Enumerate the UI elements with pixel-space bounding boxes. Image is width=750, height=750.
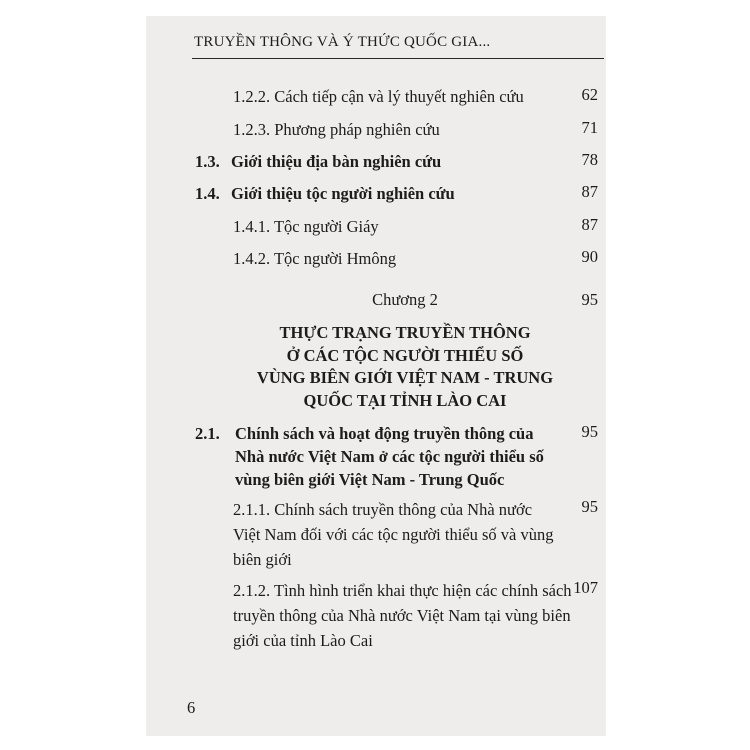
- toc-line: giới của tỉnh Lào Cai: [233, 631, 373, 650]
- chapter-title-line: Ở CÁC TỘC NGƯỜI THIỂU SỐ: [286, 345, 524, 365]
- toc-number-2-1: 2.1.: [195, 424, 220, 443]
- toc-entry-2-1-2: [233, 578, 572, 653]
- toc-page-1-4: 87: [581, 182, 598, 201]
- toc-line: 2.1.1. Chính sách truyền thông của Nhà nước: [233, 500, 533, 519]
- toc-number-1-3: 1.3.: [195, 152, 220, 171]
- toc-number-1-4: 1.4.: [195, 184, 220, 203]
- toc-page-1-4-2: 90: [581, 247, 598, 266]
- toc-entry-1-4-2: 1.4.2. Tộc người Hmông: [233, 249, 397, 268]
- toc-page-2-1: 95: [581, 422, 598, 441]
- chapter-title-line: THỰC TRẠNG TRUYỀN THÔNG: [279, 323, 531, 342]
- toc-line: vùng biên giới Việt Nam - Trung Quốc: [235, 470, 505, 489]
- chapter-title: [215, 322, 595, 412]
- toc-line: Nhà nước Việt Nam ở các tộc người thiểu số: [235, 447, 544, 466]
- toc-line: truyền thông của Nhà nước Việt Nam tại vùng biên: [233, 606, 571, 625]
- toc-entry-1-4: Giới thiệu tộc người nghiên cứu: [231, 184, 455, 203]
- header-rule: [192, 58, 604, 59]
- toc-entry-1-3: Giới thiệu địa bàn nghiên cứu: [231, 152, 442, 171]
- toc-page-1-2-3: 71: [581, 118, 598, 137]
- toc-line: 2.1.2. Tình hình triển khai thực hiện các chính sách: [233, 581, 572, 600]
- chapter-page: 95: [581, 290, 598, 309]
- toc-page-2-1-1: 95: [581, 497, 598, 516]
- toc-entry-1-2-2: 1.2.2. Cách tiếp cận và lý thuyết nghiên cứu: [233, 87, 524, 106]
- toc-page-2-1-2: 107: [573, 578, 598, 597]
- toc-page-1-2-2: 62: [581, 85, 598, 104]
- toc-line: Việt Nam đối với các tộc người thiểu số và vùng: [233, 525, 554, 544]
- toc-entry-2-1: [235, 422, 565, 491]
- toc-page-1-4-1: 87: [581, 215, 598, 234]
- toc-line: Chính sách và hoạt động truyền thông của: [235, 424, 534, 443]
- chapter-title-line: QUỐC TẠI TỈNH LÀO CAI: [303, 390, 507, 410]
- toc-page-1-3: 78: [581, 150, 598, 169]
- toc-entry-2-1-1: [233, 497, 554, 572]
- running-head: TRUYỀN THÔNG VÀ Ý THỨC QUỐC GIA...: [194, 34, 491, 50]
- page-number: 6: [187, 698, 196, 717]
- chapter-title-line: VÙNG BIÊN GIỚI VIỆT NAM - TRUNG: [256, 368, 554, 387]
- toc-entry-1-4-1: 1.4.1. Tộc người Giáy: [233, 217, 379, 236]
- toc-entry-1-2-3: 1.2.3. Phương pháp nghiên cứu: [233, 120, 440, 139]
- toc-line: biên giới: [233, 550, 292, 569]
- chapter-label: Chương 2: [372, 290, 438, 309]
